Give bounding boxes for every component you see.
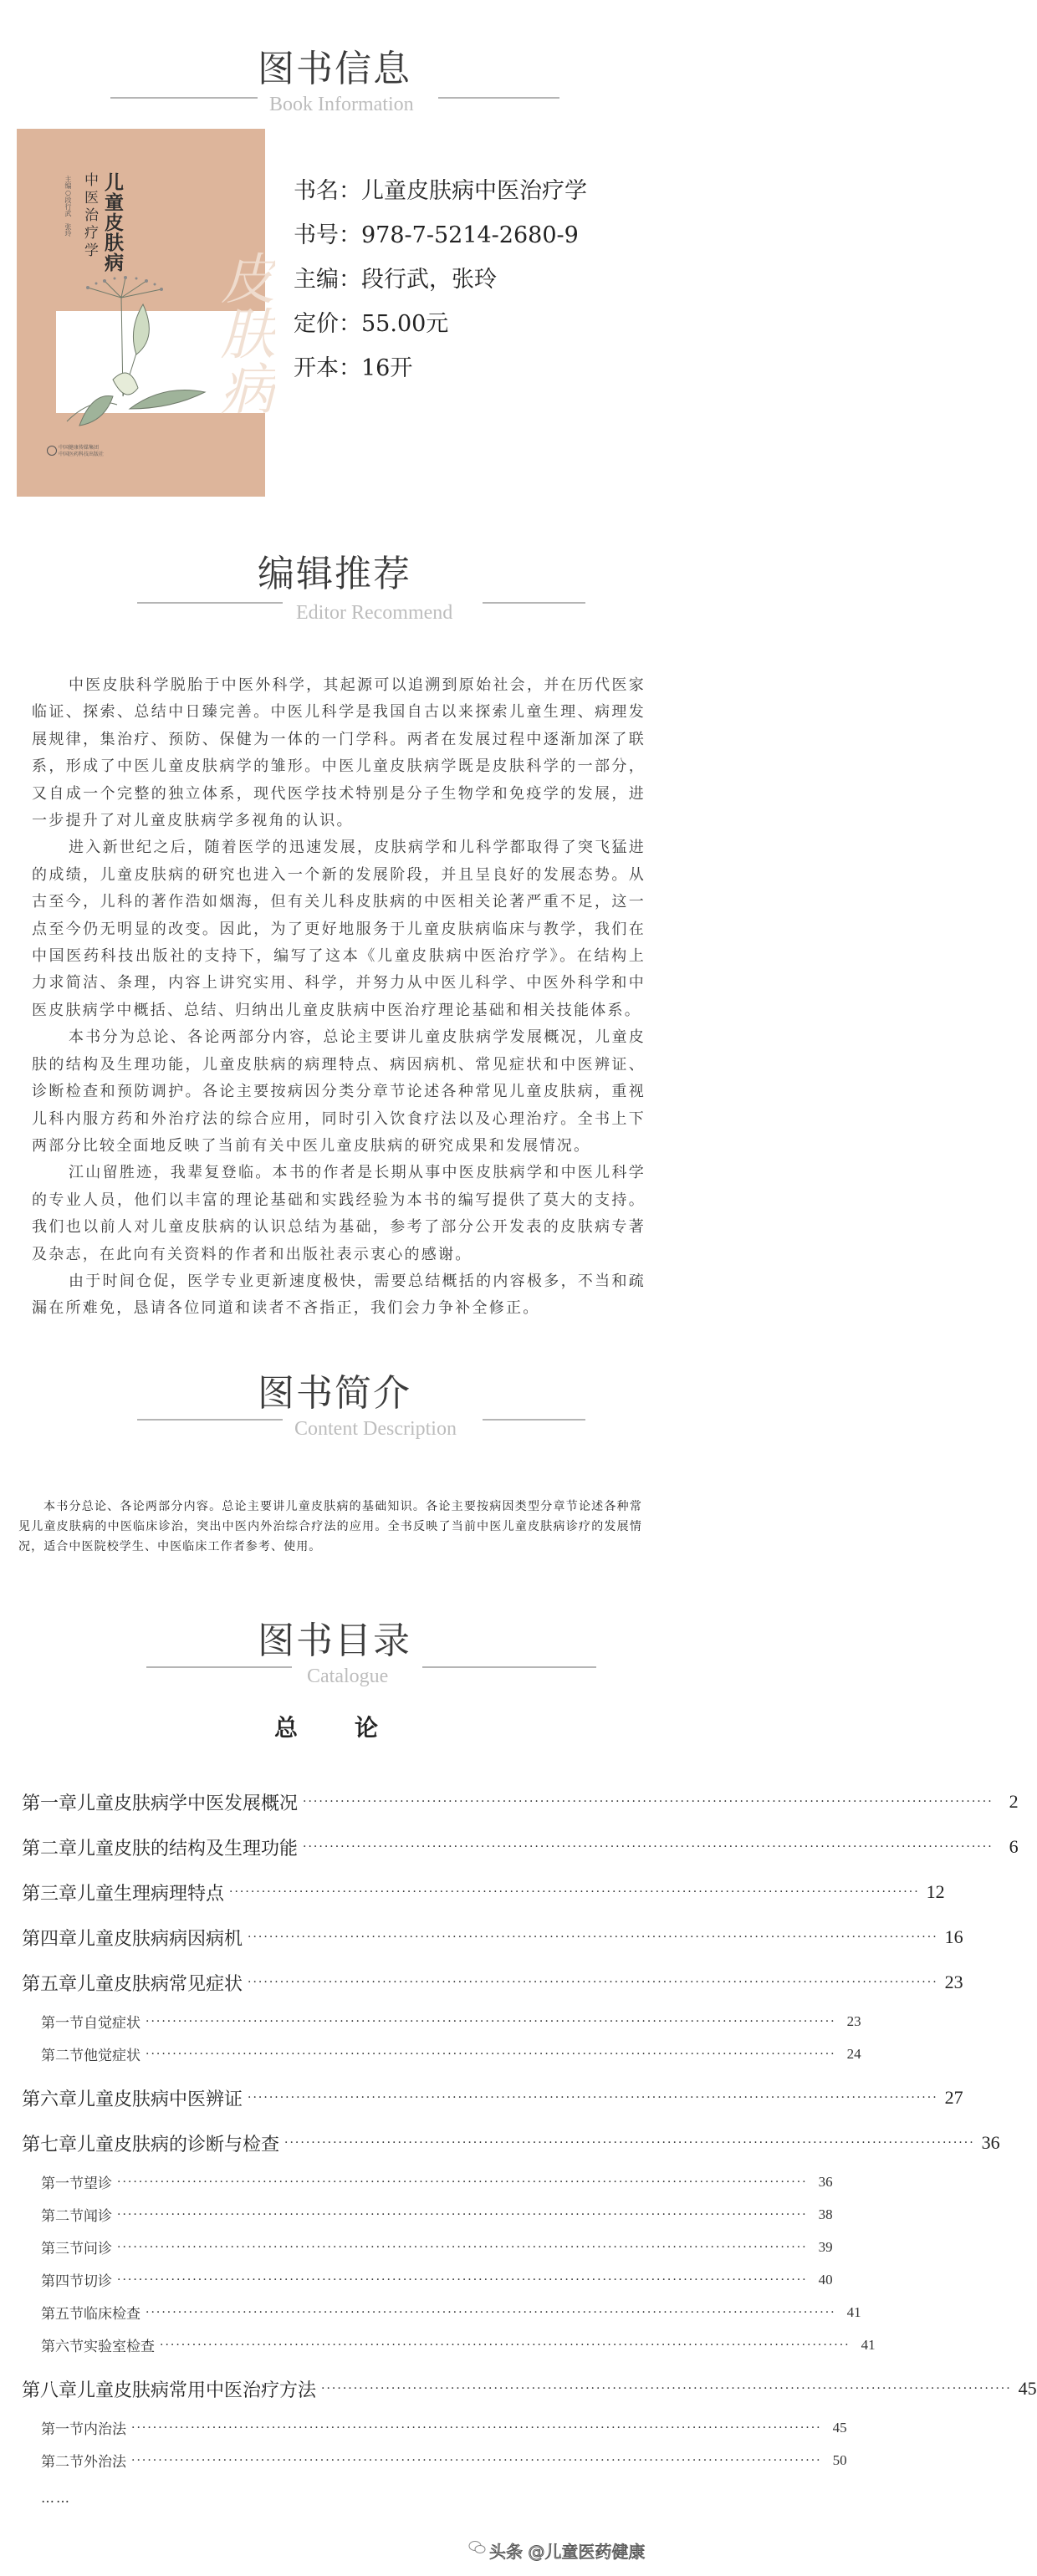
info-value: 段行武，张玲 <box>361 267 497 293</box>
divider <box>438 97 559 99</box>
publisher-logo-icon <box>47 446 57 456</box>
toc-section-row <box>22 2038 861 2070</box>
toc-title: 儿童皮肤病常用中医治疗方法 <box>77 2380 317 2401</box>
toc-title: 闻诊 <box>84 2208 112 2225</box>
toc-leader-dots <box>146 2015 836 2028</box>
watermark: 头条 @儿童医药健康 <box>489 2542 646 2562</box>
toc-number: 第六章 <box>22 2089 78 2110</box>
toc-title: 望诊 <box>84 2176 112 2192</box>
part-title: 总 论 <box>273 1714 395 1742</box>
toc-title: 儿童皮肤病学中医发展概况 <box>77 1793 299 1814</box>
toc-leader-dots <box>117 2176 808 2189</box>
divider <box>110 97 258 99</box>
toc-section-row <box>22 2263 833 2296</box>
info-label: 主编： <box>294 267 361 293</box>
info-label: 开本： <box>294 355 361 381</box>
info-value: 978-7-5214-2680-9 <box>361 222 579 248</box>
paragraph: 中医皮肤科学脱胎于中医外科学，其起源可以追溯到原始社会，并在历代医家临证、探索、总结中日臻完善。中医儿科学是我国自古以来探索儿童生理、病理发展规律，集治疗、预防、保健为一体的一门学科。两者在发展过程中逐渐加深了联系，形成了中医儿童皮肤病学的雏形。中医儿童皮肤病学既是皮肤科学的一部分，又自成一个完整的独立体系，现代医学技术特别是分子生物学和免疫学的发展，进一步提升了对儿童皮肤病学多视角的认识。 <box>32 676 646 830</box>
toc-number: 第五章 <box>22 1973 78 1995</box>
toc-title: 外治法 <box>84 2454 126 2471</box>
divider <box>483 602 585 604</box>
table-of-contents <box>22 1779 1037 2477</box>
divider <box>137 1419 283 1421</box>
toc-number: 第二节 <box>41 2454 84 2471</box>
toc-leader-dots <box>131 2421 822 2435</box>
toc-title: 儿童生理病理特点 <box>77 1883 225 1905</box>
toc-number: 第七章 <box>22 2134 78 2155</box>
cover-subtitle: 中医治疗学 <box>81 172 98 260</box>
toc-page-number: 36 <box>981 2132 1000 2153</box>
info-row-isbn <box>294 213 587 258</box>
toc-leader-dots <box>146 2306 836 2319</box>
toc-leader-dots <box>321 2382 1012 2395</box>
wechat-icon <box>468 2540 487 2555</box>
cover-editors: 主编○段行武 张玲 <box>64 176 72 237</box>
book-info-list <box>294 169 587 390</box>
section-subtitle-description: Content Description <box>294 1418 457 1440</box>
toc-page-number: 36 <box>818 2173 833 2190</box>
toc-page-number: 2 <box>1009 1791 1019 1812</box>
cover-title: 儿童皮肤病 <box>101 172 124 273</box>
section-title-book-info: 图书信息 <box>258 48 411 90</box>
toc-page-number: 41 <box>846 2303 861 2320</box>
toc-number: 第八章 <box>22 2380 78 2401</box>
toc-page-number: 50 <box>832 2451 847 2468</box>
toc-leader-dots <box>248 2091 938 2104</box>
toc-number: 第二章 <box>22 1838 78 1859</box>
toc-number: 第一章 <box>22 1793 78 1814</box>
toc-section-row <box>22 2198 833 2231</box>
toc-page-number: 16 <box>944 1926 963 1947</box>
toc-chapter-row <box>22 2120 1000 2165</box>
toc-leader-dots <box>229 1885 920 1899</box>
divider <box>483 1419 585 1421</box>
toc-leader-dots <box>117 2241 808 2254</box>
section-title-recommend: 编辑推荐 <box>258 553 411 595</box>
toc-leader-dots <box>117 2273 808 2287</box>
toc-chapter-row <box>22 1824 1019 1870</box>
toc-title: 儿童皮肤病常见症状 <box>77 1973 243 1995</box>
divider <box>422 1666 596 1668</box>
toc-title: 切诊 <box>84 2273 112 2290</box>
toc-leader-dots <box>303 1795 994 1808</box>
toc-title: 儿童皮肤病病因病机 <box>77 1928 243 1950</box>
toc-title: 儿童皮肤病中医辨证 <box>77 2089 243 2110</box>
section-subtitle-catalogue: Catalogue <box>307 1665 389 1687</box>
cover-publisher <box>59 445 104 458</box>
toc-page-number: 45 <box>832 2419 847 2436</box>
toc-section-row <box>22 2005 861 2038</box>
info-row-editors <box>294 258 587 302</box>
toc-page-number: 24 <box>846 2045 861 2062</box>
info-label: 书号： <box>294 222 361 248</box>
toc-page-number: 12 <box>926 1881 945 1902</box>
toc-section-row <box>22 2329 876 2361</box>
toc-page-number: 38 <box>818 2206 833 2222</box>
toc-title: 他觉症状 <box>84 2048 140 2064</box>
toc-leader-dots <box>131 2454 822 2467</box>
toc-number: 第四章 <box>22 1928 78 1950</box>
info-value: 16开 <box>361 355 413 381</box>
section-subtitle-book-info: Book Information <box>269 94 414 115</box>
toc-leader-dots <box>248 1931 938 1944</box>
toc-leader-dots <box>303 1840 994 1854</box>
paragraph: 本书分总论、各论两部分内容。总论主要讲儿童皮肤病的基础知识。各论主要按病因类型分章节论述各种常见儿童皮肤病的中医临床诊治，突出中医内外治综合疗法的应用。全书反映了当前中医儿童皮肤病诊疗的发展情况，适合中医院校学生、中医临床工作者参考、使用。 <box>18 1500 642 1553</box>
toc-page-number: 23 <box>944 1972 963 1992</box>
info-value: 55.00元 <box>361 311 449 337</box>
description-text <box>18 1497 642 1557</box>
toc-chapter-row <box>22 1915 963 1960</box>
book-cover <box>17 129 275 497</box>
toc-number: 第一节 <box>41 2176 84 2192</box>
info-label: 定价： <box>294 311 361 337</box>
toc-leader-dots <box>284 2136 975 2150</box>
paragraph: 本书分为总论、各论两部分内容，总论主要讲儿童皮肤病学发展概况，儿童皮肤的结构及生理功能，儿童皮肤病的病理特点、病因病机、常见症状和中医辨证、诊断检查和预防调护。各论主要按病因分类分章节论述各种常见儿童皮肤病，重视儿科内服方药和外治疗法的综合应用，同时引入饮食疗法以及心理治疗。全书上下两部分比较全面地反映了当前有关中医儿童皮肤病的研究成果和发展情况。 <box>32 1028 646 1155</box>
toc-number: 第四节 <box>41 2273 84 2290</box>
toc-page-number: 27 <box>944 2087 963 2108</box>
toc-page-number: 23 <box>846 2012 861 2029</box>
toc-section-row <box>22 2231 833 2263</box>
toc-number: 第三章 <box>22 1883 78 1905</box>
section-title-description: 图书简介 <box>258 1372 411 1415</box>
info-label: 书名： <box>294 178 361 204</box>
toc-title: 实验室检查 <box>84 2339 155 2355</box>
toc-page-number: 6 <box>1009 1836 1019 1857</box>
toc-page-number: 40 <box>818 2271 833 2288</box>
toc-leader-dots <box>160 2339 851 2352</box>
plant-illustration <box>63 271 222 430</box>
toc-section-row <box>22 2444 847 2477</box>
divider <box>146 1666 292 1668</box>
paragraph: 江山留胜迹，我辈复登临。本书的作者是长期从事中医皮肤病学和中医儿科学的专业人员，他们以丰富的理论基础和实践经验为本书的编写提供了莫大的支持。我们也以前人对儿童皮肤病的认识总结为基础，参考了部分公开发表的皮肤病专著及杂志，在此向有关资料的作者和出版社表示衷心的感谢。 <box>32 1164 646 1263</box>
publisher-line: 中国医药科技出版社 <box>59 451 105 457</box>
toc-chapter-row <box>22 2366 1037 2411</box>
section-title-catalogue: 图书目录 <box>258 1620 411 1662</box>
toc-number: 第一节 <box>41 2421 84 2438</box>
toc-page-number: 39 <box>818 2238 833 2255</box>
toc-page-number: 41 <box>861 2336 876 2353</box>
toc-number: 第五节 <box>41 2306 84 2323</box>
toc-title: 临床检查 <box>84 2306 140 2323</box>
paragraph: 进入新世纪之后，随着医学的迅速发展，皮肤病学和儿科学都取得了突飞猛进的成绩，儿童皮肤病的研究也进入一个新的发展阶段，并且呈良好的发展态势。从古至今，儿科的著作浩如烟海，但有关儿科皮肤病的中医相关论著严重不足，这一点至今仍无明显的改变。因此，为了更好地服务于儿童皮肤病临床与教学，我们在中国医药科技出版社的支持下，编写了这本《儿童皮肤病中医治疗学》。在结构上力求简洁、条理，内容上讲究实用、科学，并努力从中医儿科学、中医外科学和中医皮肤病学中概括、总结、归纳出儿童皮肤病中医治疗理论基础和相关技能体系。 <box>32 839 646 1019</box>
recommend-text <box>32 672 646 1323</box>
toc-section-row <box>22 2411 847 2444</box>
toc-leader-dots <box>248 1976 938 1989</box>
toc-number: 第三节 <box>41 2241 84 2257</box>
toc-title: 问诊 <box>84 2241 112 2257</box>
toc-ellipsis: …… <box>41 2490 71 2506</box>
toc-title: 儿童皮肤病的诊断与检查 <box>77 2134 280 2155</box>
toc-chapter-row <box>22 1779 1019 1824</box>
toc-section-row <box>22 2165 833 2198</box>
toc-number: 第一节 <box>41 2015 84 2032</box>
toc-number: 第六节 <box>41 2339 84 2355</box>
toc-title: 儿童皮肤的结构及生理功能 <box>77 1838 299 1859</box>
toc-number: 第二节 <box>41 2048 84 2064</box>
info-row-title <box>294 169 587 213</box>
publisher-line: 中国健康传媒集团 <box>59 445 100 451</box>
toc-chapter-row <box>22 1960 963 2005</box>
info-row-price <box>294 302 587 346</box>
cover-calligraphy: 皮肤病 <box>211 250 275 416</box>
toc-leader-dots <box>117 2208 808 2221</box>
toc-page-number: 45 <box>1018 2378 1037 2399</box>
toc-title: 内治法 <box>84 2421 126 2438</box>
divider <box>137 602 283 604</box>
toc-chapter-row <box>22 2075 963 2120</box>
toc-section-row <box>22 2296 861 2329</box>
toc-number: 第二节 <box>41 2208 84 2225</box>
toc-leader-dots <box>146 2048 836 2061</box>
toc-chapter-row <box>22 1870 945 1915</box>
paragraph: 由于时间仓促，医学专业更新速度极快，需要总结概括的内容极多，不当和疏漏在所难免，恳请各位同道和读者不吝指正，我们会力争补全修正。 <box>32 1272 646 1318</box>
section-subtitle-recommend: Editor Recommend <box>296 602 453 624</box>
info-value: 儿童皮肤病中医治疗学 <box>361 178 587 204</box>
info-row-format <box>294 346 587 390</box>
toc-title: 自觉症状 <box>84 2015 140 2032</box>
